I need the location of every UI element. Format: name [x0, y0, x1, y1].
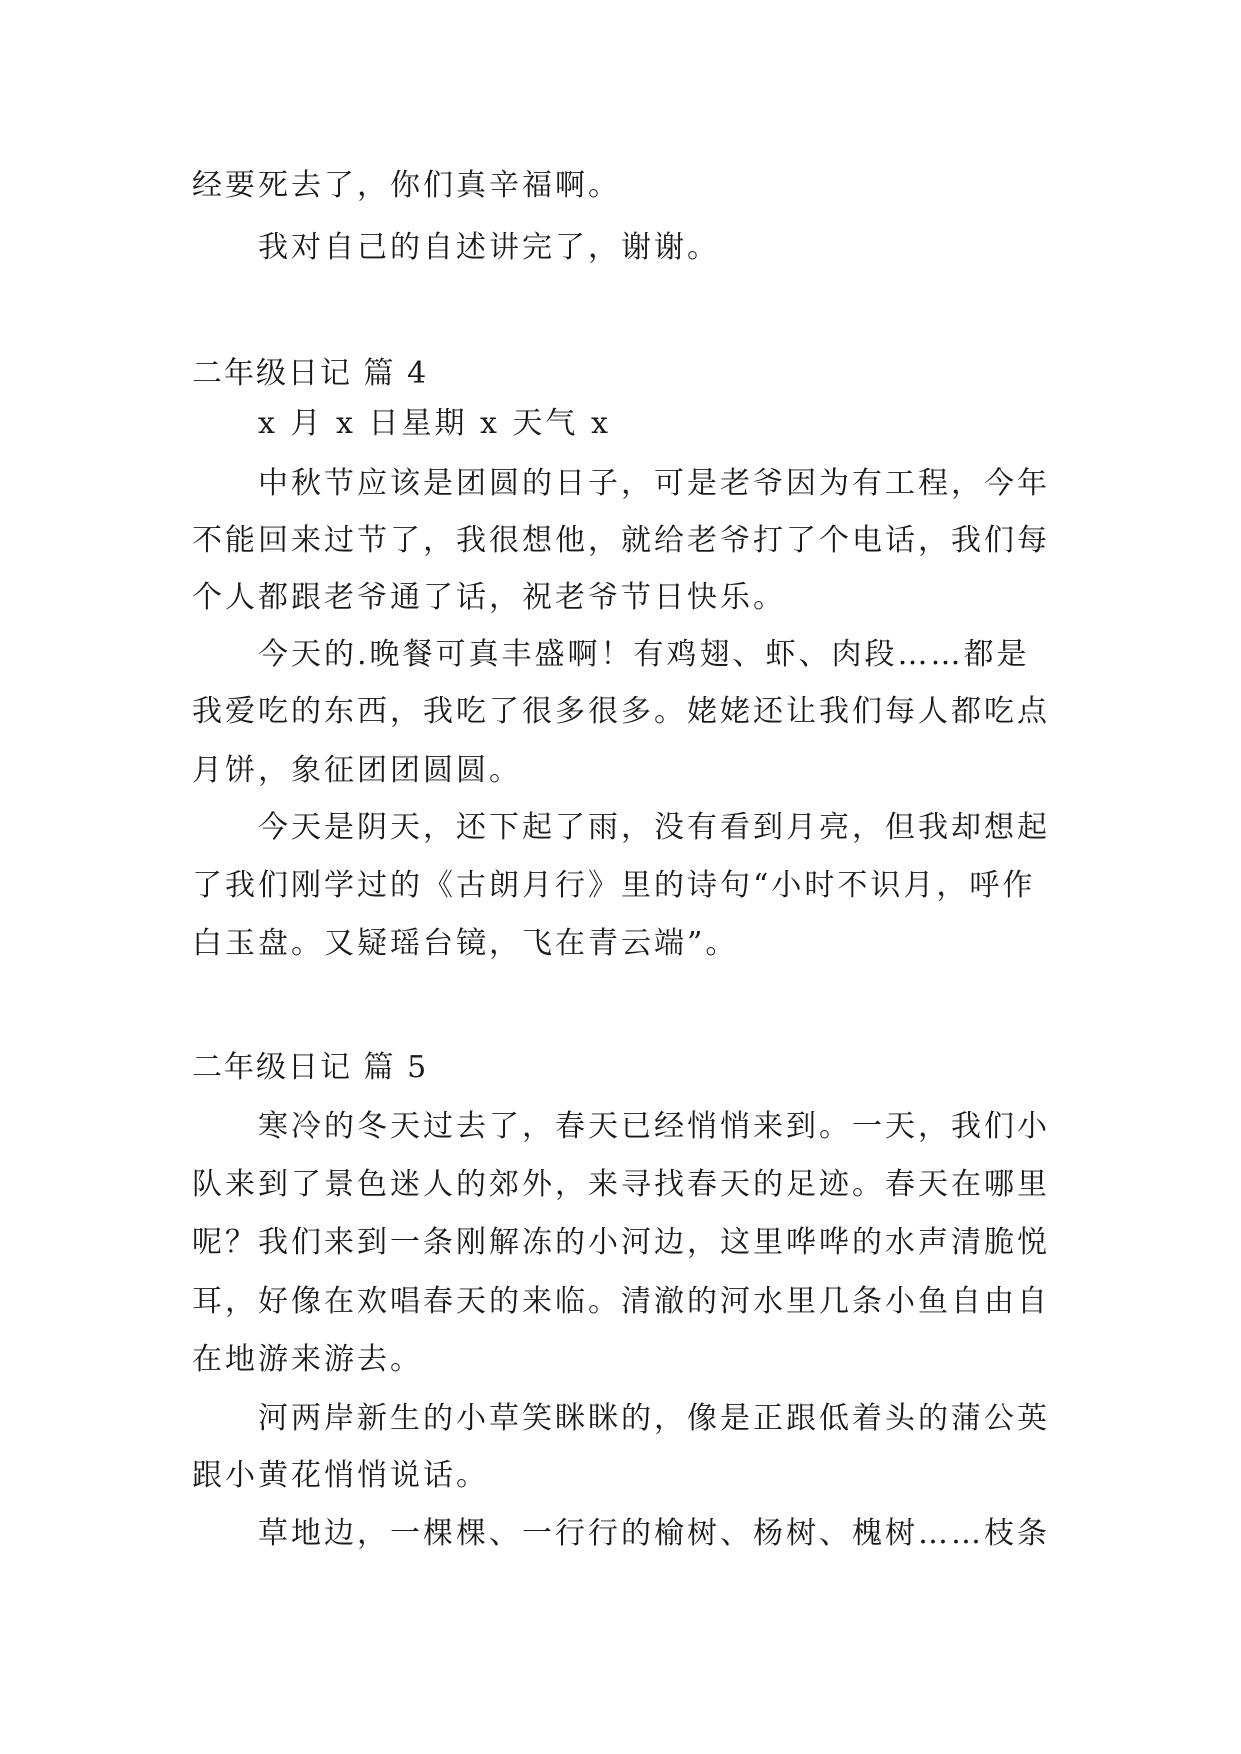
- text-line: 个人都跟老爷通了话，祝老爷节日快乐。: [192, 580, 786, 615]
- text-line: 跟小黄花悄悄说话。: [192, 1458, 489, 1493]
- text-line: 耳，好像在欢唱春天的来临。清澈的河水里几条小鱼自由自: [192, 1284, 1050, 1319]
- text-line: x 月 x 日星期 x 天气 x: [258, 406, 611, 441]
- text-line: 队来到了景色迷人的郊外，来寻找春天的足迹。春天在哪里: [192, 1167, 1050, 1202]
- text-line: 今天的.晚餐可真丰盛啊！有鸡翅、虾、肉段……都是: [258, 637, 1030, 672]
- text-line: 寒冷的冬天过去了，春天已经悄悄来到。一天，我们小: [258, 1109, 1050, 1144]
- text-line: 我对自己的自述讲完了，谢谢。: [258, 230, 720, 265]
- text-line: 今天是阴天，还下起了雨，没有看到月亮，但我却想起: [258, 810, 1050, 845]
- text-line: 月饼，象征团团圆圆。: [192, 753, 522, 788]
- text-line: 河两岸新生的小草笑眯眯的，像是正跟低着头的蒲公英: [258, 1401, 1050, 1436]
- text-line: 了我们刚学过的《古朗月行》里的诗句“小时不识月，呼作: [192, 868, 1036, 903]
- text-line: 我爱吃的东西，我吃了很多很多。姥姥还让我们每人都吃点: [192, 694, 1050, 729]
- text-line: 白玉盘。又疑瑶台镜，飞在青云端”。: [192, 926, 739, 961]
- text-line: 中秋节应该是团圆的日子，可是老爷因为有工程，今年: [258, 466, 1050, 501]
- text-line: 草地边，一棵棵、一行行的榆树、杨树、槐树……枝条: [258, 1516, 1050, 1551]
- text-line: 经要死去了，你们真辛福啊。: [192, 168, 621, 203]
- section-heading: 二年级日记 篇 4: [192, 356, 429, 391]
- text-line: 不能回来过节了，我很想他，就给老爷打了个电话，我们每: [192, 523, 1050, 558]
- text-line: 在地游来游去。: [192, 1342, 423, 1377]
- section-heading: 二年级日记 篇 5: [192, 1050, 429, 1085]
- text-line: 呢？我们来到一条刚解冻的小河边，这里哗哗的水声清脆悦: [192, 1225, 1050, 1260]
